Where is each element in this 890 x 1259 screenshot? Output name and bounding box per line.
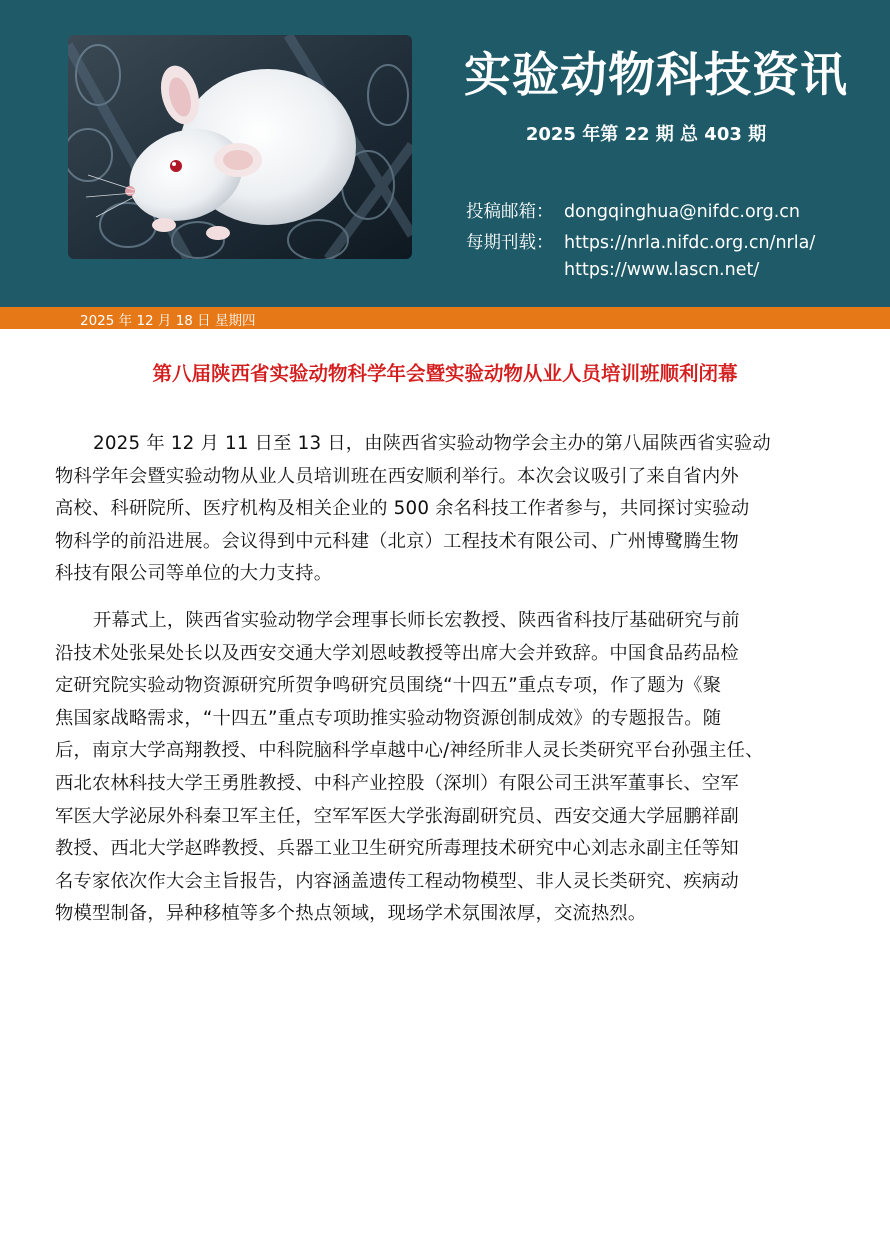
paragraph-line: 后，南京大学高翔教授、中科院脑科学卓越中心/神经所非人灵长类研究平台孙强主任、 (55, 740, 764, 762)
issue-number: 2025 年第 22 期 总 403 期 (525, 124, 767, 145)
paragraph-line: 高校、科研院所、医疗机构及相关企业的 500 余名科技工作者参与，共同探讨实验动 (55, 498, 750, 520)
paragraph-line: 物科学年会暨实验动物从业人员培训班在西安顺利举行。本次会议吸引了来自省内外 (55, 465, 739, 487)
issue-date: 2025 年 12 月 18 日 星期四 (80, 313, 256, 329)
paragraph-line: 科技有限公司等单位的大力支持。 (55, 563, 333, 585)
publication-site-row (466, 229, 815, 254)
paragraph-2 (55, 605, 845, 931)
magazine-title: 实验动物科技资讯 (464, 48, 848, 103)
paragraph-line: 名专家依次作大会主旨报告，内容涵盖遗传工程动物模型、非人灵长类研究、疾病动 (55, 870, 739, 892)
publication-site-row-2 (466, 260, 759, 280)
paragraph-line: 焦国家战略需求，“十四五”重点专项助推实验动物资源创制成效》的专题报告。随 (55, 707, 722, 729)
paragraph-line: 物科学的前沿进展。会议得到中元科建（北京）工程技术有限公司、广州博鹭腾生物 (55, 530, 739, 552)
masthead (0, 0, 890, 307)
paragraph-line: 军医大学泌尿外科秦卫军主任，空军军医大学张海副研究员、西安交通大学屈鹏祥副 (55, 805, 739, 827)
publication-site-label: 每期刊载： (466, 233, 554, 253)
paragraph-line: 教授、西北大学赵晔教授、兵器工业卫生研究所毒理技术研究中心刘志永副主任等知 (55, 838, 739, 860)
article-body (55, 428, 845, 945)
submission-email[interactable]: dongqinghua@nifdc.org.cn (564, 202, 800, 222)
submission-email-row (466, 198, 800, 223)
publication-link-lascn[interactable]: https://www.lascn.net/ (564, 260, 760, 280)
date-bar (0, 307, 890, 329)
publication-link-nrla[interactable]: https://nrla.nifdc.org.cn/nrla/ (564, 233, 816, 253)
submission-email-label: 投稿邮箱： (466, 202, 554, 222)
paragraph-line: 沿技术处张杲处长以及西安交通大学刘恩岐教授等出席大会并致辞。中国食品药品检 (55, 642, 739, 664)
paragraph-line: 定研究院实验动物资源研究所贺争鸣研究员围绕“十四五”重点专项，作了题为《聚 (55, 675, 722, 697)
paragraph-line: 开幕式上，陕西省实验动物学会理事长师长宏教授、陕西省科技厅基础研究与前 (93, 609, 740, 631)
paragraph-line: 2025 年 12 月 11 日至 13 日，由陕西省实验动物学会主办的第八届陕西省实验动 (93, 433, 771, 454)
paragraph-line: 物模型制备，异种移植等多个热点领域，现场学术氛围浓厚，交流热烈。 (55, 903, 647, 925)
paragraph-1 (55, 428, 845, 591)
paragraph-line: 西北农林科技大学王勇胜教授、中科产业控股（深圳）有限公司王洪军董事长、空军 (55, 772, 739, 794)
article-title: 第八届陕西省实验动物科学年会暨实验动物从业人员培训班顺利闭幕 (152, 362, 738, 385)
mouse-photo (68, 35, 412, 259)
